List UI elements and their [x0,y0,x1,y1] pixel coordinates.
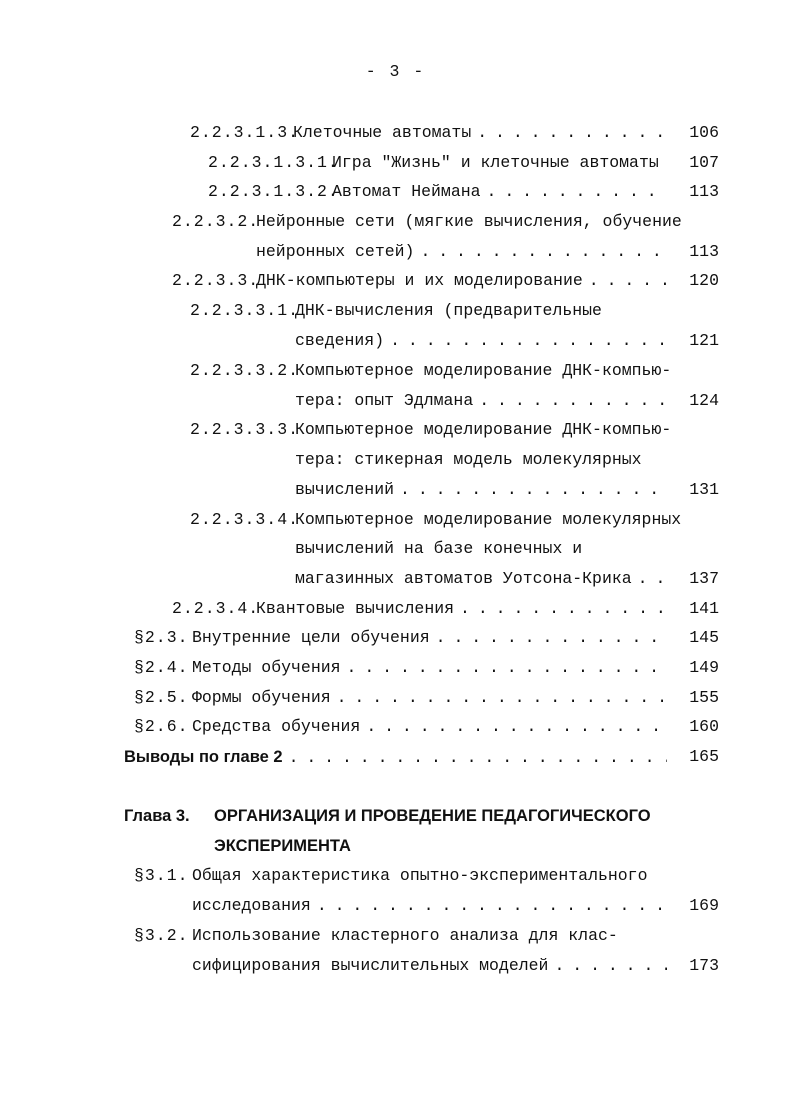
toc-page-number: 160 [689,717,719,736]
leader-dots [289,746,667,770]
toc-entry[interactable] [295,329,673,353]
toc-entry[interactable] [192,715,673,739]
leader-dots [347,656,667,680]
leader-dots [460,597,667,621]
toc-entry-number: §2.6. [134,717,189,736]
toc-entry-title: Внутренние цели обучения [192,628,430,647]
toc-entry-number: 2.2.3.4. [172,599,260,618]
leader-dots [589,269,667,293]
leader-dots [554,954,667,978]
toc-entry[interactable] [192,686,673,710]
toc-entry[interactable] [192,656,673,680]
toc-entry-title: магазинных автоматов Уотсона-Крика [295,569,632,588]
toc-page-number: 137 [689,569,719,588]
leader-dots [390,329,667,353]
toc-entry[interactable] [332,180,673,204]
toc-entry[interactable] [192,626,673,650]
leader-dots [477,121,667,145]
toc-page-number: 121 [689,331,719,350]
toc-entry-title-line: Нейронные сети (мягкие вычисления, обучение [256,212,682,231]
toc-entry-number: 2.2.3.2. [172,212,260,231]
chapter-title[interactable]: ОРГАНИЗАЦИЯ И ПРОВЕДЕНИЕ ПЕДАГОГИЧЕСКОГО [214,807,651,825]
toc-entry-title-line: Компьютерное моделирование молекулярных [295,510,682,529]
leader-dots [436,626,667,650]
toc-entry[interactable] [293,121,673,145]
leader-dots [479,389,667,413]
toc-entry[interactable] [192,954,673,978]
toc-entry-number: 2.2.3.1.3.2. [208,182,339,201]
toc-page-number: 120 [689,271,719,290]
toc-page-number: 107 [689,153,719,172]
toc-entry-number: §3.1. [134,866,189,885]
toc-page-number: 155 [689,688,719,707]
toc-page-number: 141 [689,599,719,618]
toc-entry-title: сведения) [295,331,385,350]
toc-entry-title: сифицирования вычислительных моделей [192,956,549,975]
toc-entry[interactable] [295,478,673,502]
toc-entry-title: Игра "Жизнь" и клеточные автоматы [332,153,659,172]
leader-dots [638,567,667,591]
toc-entry-title: Квантовые вычисления [256,599,455,618]
toc-entry-title: Автомат Неймана [332,182,481,201]
toc-entry-number: 2.2.3.3.1. [190,301,300,320]
toc-entry-title: тера: опыт Эдлмана [295,391,474,410]
toc-entry-title: Средства обучения [192,717,361,736]
toc-entry[interactable] [256,269,673,293]
toc-page-number: 124 [689,391,719,410]
toc-entry-title: Методы обучения [192,658,341,677]
toc-entry-title-line: Компьютерное моделирование ДНК-компью- [295,420,672,439]
toc-page-number: 131 [689,480,719,499]
toc-entry-title: Формы обучения [192,688,331,707]
toc-entry-title-line: Компьютерное моделирование ДНК-компью- [295,361,672,380]
toc-entry-number: 2.2.3.3.3. [190,420,300,439]
toc-entry[interactable] [192,894,673,918]
page-number: - 3 - [365,62,426,81]
toc-page-number: 106 [689,123,719,142]
toc-entry-title-line: Использование кластерного анализа для клас- [192,926,618,945]
toc-entry-title: Клеточные автоматы [293,123,472,142]
toc-entry-number: §2.5. [134,688,189,707]
leader-dots [317,894,667,918]
toc-entry-title-line: вычислений на базе конечных и [295,539,583,558]
toc-entry[interactable] [256,597,673,621]
toc-entry-title: нейронных сетей) [256,242,415,261]
toc-page-number: 145 [689,628,719,647]
toc-entry-number: 2.2.3.1.3.1. [208,153,339,172]
toc-entry-number: §2.4. [134,658,189,677]
toc-entry[interactable] [295,567,673,591]
toc-entry-number: 2.2.3.3.2. [190,361,300,380]
leader-dots [420,240,667,264]
toc-entry-number: §3.2. [134,926,189,945]
leader-dots [337,686,667,710]
toc-page-number: 165 [689,747,719,766]
toc-entry-number: 2.2.3.1.3. [190,123,300,142]
toc-entry[interactable] [332,151,673,175]
toc-page-number: 149 [689,658,719,677]
leader-dots [665,151,667,175]
toc-entry[interactable] [256,240,673,264]
toc-entry-title: вычислений [295,480,395,499]
toc-entry-title: ДНК-компьютеры и их моделирование [256,271,583,290]
leader-dots [366,715,667,739]
toc-entry-title-line: ДНК-вычисления (предварительные [295,301,602,320]
toc-entry-title: Выводы по главе 2 [124,748,283,766]
leader-dots [487,180,667,204]
toc-entry-number: 2.2.3.3. [172,271,260,290]
toc-page-number: 173 [689,956,719,975]
toc-page-number: 169 [689,896,719,915]
toc-entry-conclusions[interactable] [124,745,673,769]
leader-dots [400,478,667,502]
toc-page-number: 113 [689,242,719,261]
chapter-title-line2: ЭКСПЕРИМЕНТА [214,837,351,855]
toc-entry-number: 2.2.3.3.4. [190,510,300,529]
toc-page-number: 113 [689,182,719,201]
toc-entry-number: §2.3. [134,628,189,647]
toc-entry-title-line: Общая характеристика опытно-экспериментального [192,866,648,885]
chapter-label: Глава 3. [124,807,190,825]
toc-entry[interactable] [295,389,673,413]
toc-entry-title: исследования [192,896,311,915]
toc-entry-title-line: тера: стикерная модель молекулярных [295,450,642,469]
